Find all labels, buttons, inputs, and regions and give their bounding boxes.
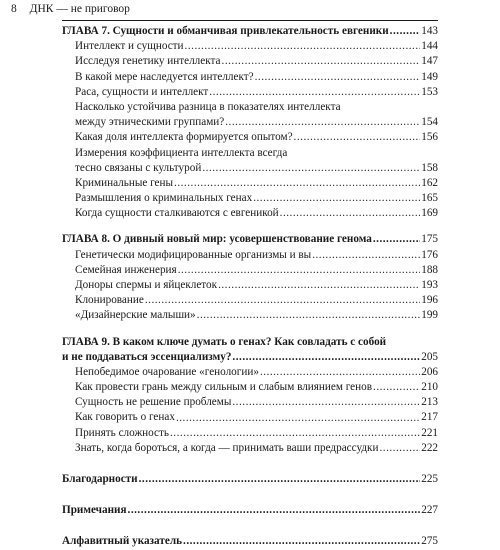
- toc-page-number: 222: [421, 441, 438, 454]
- toc-chapter-7: [62, 24, 438, 39]
- toc-acknowledgements: [62, 472, 438, 487]
- toc-chapter-9: [62, 350, 438, 365]
- book-title: ДНК — не приговор: [29, 3, 130, 15]
- toc-entry: [62, 206, 438, 221]
- toc-entry-title: Исследуя генетику интеллекта: [75, 55, 221, 68]
- dot-leader: [260, 365, 420, 380]
- dot-leader: [225, 115, 420, 130]
- toc-entry: [62, 441, 438, 456]
- section-gap: [62, 221, 438, 232]
- toc-entry-title: Раса, сущности и интеллект: [75, 85, 209, 98]
- dot-leader: [176, 411, 420, 426]
- toc-page-number: 221: [421, 426, 438, 439]
- toc-entry-title: Алфавитный указатель: [62, 535, 183, 548]
- toc-notes: [62, 503, 438, 518]
- dot-leader: [390, 24, 421, 39]
- toc-entry: [62, 365, 438, 380]
- toc-page-number: 162: [421, 176, 438, 189]
- toc-entry-title: Криминальные гены: [75, 176, 174, 189]
- toc-entry: [62, 426, 438, 441]
- toc-chapter-9-first-line: ГЛАВА 9. В каком ключе думать о генах? Как совладать с собой: [62, 335, 387, 348]
- toc-entry: [62, 70, 438, 85]
- dot-leader: [209, 85, 420, 100]
- toc-entry-title: Какая доля интеллекта формируется опытом?: [75, 131, 293, 144]
- toc-entry-title: тесно связаны с культурой: [75, 161, 202, 174]
- toc-entry: [62, 411, 438, 426]
- dot-leader: [312, 248, 420, 263]
- toc-page-number: 205: [421, 350, 438, 363]
- toc-entry: [62, 308, 438, 323]
- dot-leader: [255, 70, 421, 85]
- toc-entry-title: Как говорить о генах: [75, 411, 175, 424]
- toc-entry-first-line: Насколько устойчива разница в показателях интеллекта: [75, 100, 341, 113]
- toc-entry-title: Примечания: [62, 504, 127, 517]
- toc-page-number: 275: [421, 535, 438, 548]
- section-gap: [62, 518, 438, 534]
- toc-entry-title: Сущность не решение проблемы: [75, 396, 232, 409]
- dot-leader: [218, 278, 420, 293]
- toc-entry: [62, 380, 438, 395]
- toc-page-number: 147: [421, 55, 438, 68]
- toc-entry-title: «Дизайнерские малыши»: [75, 309, 196, 322]
- toc-chapter-8: [62, 232, 438, 247]
- dot-leader: [373, 380, 420, 395]
- toc-entry-title: Благодарности: [62, 473, 138, 486]
- page-number: 8: [11, 3, 17, 15]
- toc-page-number: 199: [421, 309, 438, 322]
- toc-entry-title: Непобедимое очарование «генологии»: [75, 365, 259, 378]
- toc-page-number: 206: [421, 365, 438, 378]
- toc-index: [62, 534, 438, 549]
- toc-page-number: 176: [421, 248, 438, 261]
- toc-page-number: 227: [421, 504, 438, 517]
- toc-entry: [62, 278, 438, 293]
- dot-leader: [145, 293, 420, 308]
- toc-page-number: 154: [421, 116, 438, 129]
- dot-leader: [294, 130, 421, 145]
- running-header: [11, 2, 130, 16]
- toc-entry-title: Доноры спермы и яйцеклеток: [75, 278, 218, 291]
- dot-leader: [373, 232, 420, 247]
- dot-leader: [170, 426, 420, 441]
- dot-leader: [232, 395, 420, 410]
- toc-entry: [62, 161, 438, 176]
- dot-leader: [174, 176, 420, 191]
- dot-leader: [253, 191, 420, 206]
- toc-page-number: 149: [421, 70, 438, 83]
- toc-entry-title: Когда сущности сталкиваются с евгеникой: [75, 207, 279, 220]
- toc-page-number: 225: [421, 473, 438, 486]
- toc-entry-title: Как провести грань между сильным и слабым влиянием генов: [75, 381, 373, 394]
- toc-entry: [62, 293, 438, 308]
- header-rule: [62, 20, 438, 21]
- toc-page-number: 169: [421, 207, 438, 220]
- toc-entry: [62, 263, 438, 278]
- toc-entry-title: Интеллект и сущности: [75, 40, 184, 53]
- dot-leader: [232, 350, 420, 365]
- toc-page-number: 217: [421, 411, 438, 424]
- toc-entry: [62, 248, 438, 263]
- toc-entry: [62, 39, 438, 54]
- toc-entry-first-line: Измерения коэффициента интеллекта всегда: [75, 146, 288, 159]
- toc-entry: [62, 54, 438, 69]
- toc-page-number: 175: [421, 233, 438, 246]
- toc-page-number: 213: [421, 396, 438, 409]
- toc-entry-title: между этническими группами?: [75, 116, 225, 129]
- toc-entry: [62, 130, 438, 145]
- section-gap: [62, 456, 438, 472]
- dot-leader: [197, 308, 421, 323]
- toc-page-number: 156: [421, 131, 438, 144]
- dot-leader: [185, 39, 421, 54]
- dot-leader: [202, 161, 420, 176]
- toc-entry: [62, 85, 438, 100]
- dot-leader: [379, 441, 420, 456]
- dot-leader: [222, 54, 421, 69]
- toc-entry-title: и не поддаваться эссенциализму?: [62, 350, 232, 363]
- toc-page-number: 196: [421, 294, 438, 307]
- dot-leader: [139, 472, 421, 487]
- toc-page-number: 188: [421, 263, 438, 276]
- dot-leader: [128, 503, 421, 518]
- toc-page-number: 158: [421, 161, 438, 174]
- toc-page-number: 153: [421, 85, 438, 98]
- toc-entry-title: Знать, когда бороться, а когда — принимать ваши предрассудки: [75, 441, 379, 454]
- toc-entry: [62, 115, 438, 130]
- dot-leader: [280, 206, 421, 221]
- toc-entry: [62, 176, 438, 191]
- dot-leader: [183, 534, 420, 549]
- toc-entry-title: Принять сложность: [75, 426, 169, 439]
- toc-entry: [62, 191, 438, 206]
- section-gap: [62, 487, 438, 503]
- toc-page-number: 210: [421, 381, 438, 394]
- toc-entry-title: Клонирование: [75, 294, 144, 307]
- toc-entry: [62, 395, 438, 410]
- toc-entry-title: ГЛАВА 8. О дивный новый мир: усовершенствование генома: [62, 233, 372, 246]
- toc-page-number: 144: [421, 40, 438, 53]
- dot-leader: [178, 263, 421, 278]
- toc-entry-title: Семейная инженерия: [75, 263, 177, 276]
- table-of-contents: [62, 24, 438, 550]
- toc-entry-title: Размышления о криминальных генах: [75, 192, 253, 205]
- toc-page-number: 193: [421, 278, 438, 291]
- toc-entry-title: ГЛАВА 7. Сущности и обманчивая привлекательность евгеники: [62, 24, 389, 37]
- section-gap: [62, 324, 438, 335]
- toc-page-number: 165: [421, 192, 438, 205]
- toc-entry-title: В какой мере наследуется интеллект?: [75, 70, 254, 83]
- toc-page-number: 143: [421, 24, 438, 37]
- toc-entry-title: Генетически модифицированные организмы и вы: [75, 248, 312, 261]
